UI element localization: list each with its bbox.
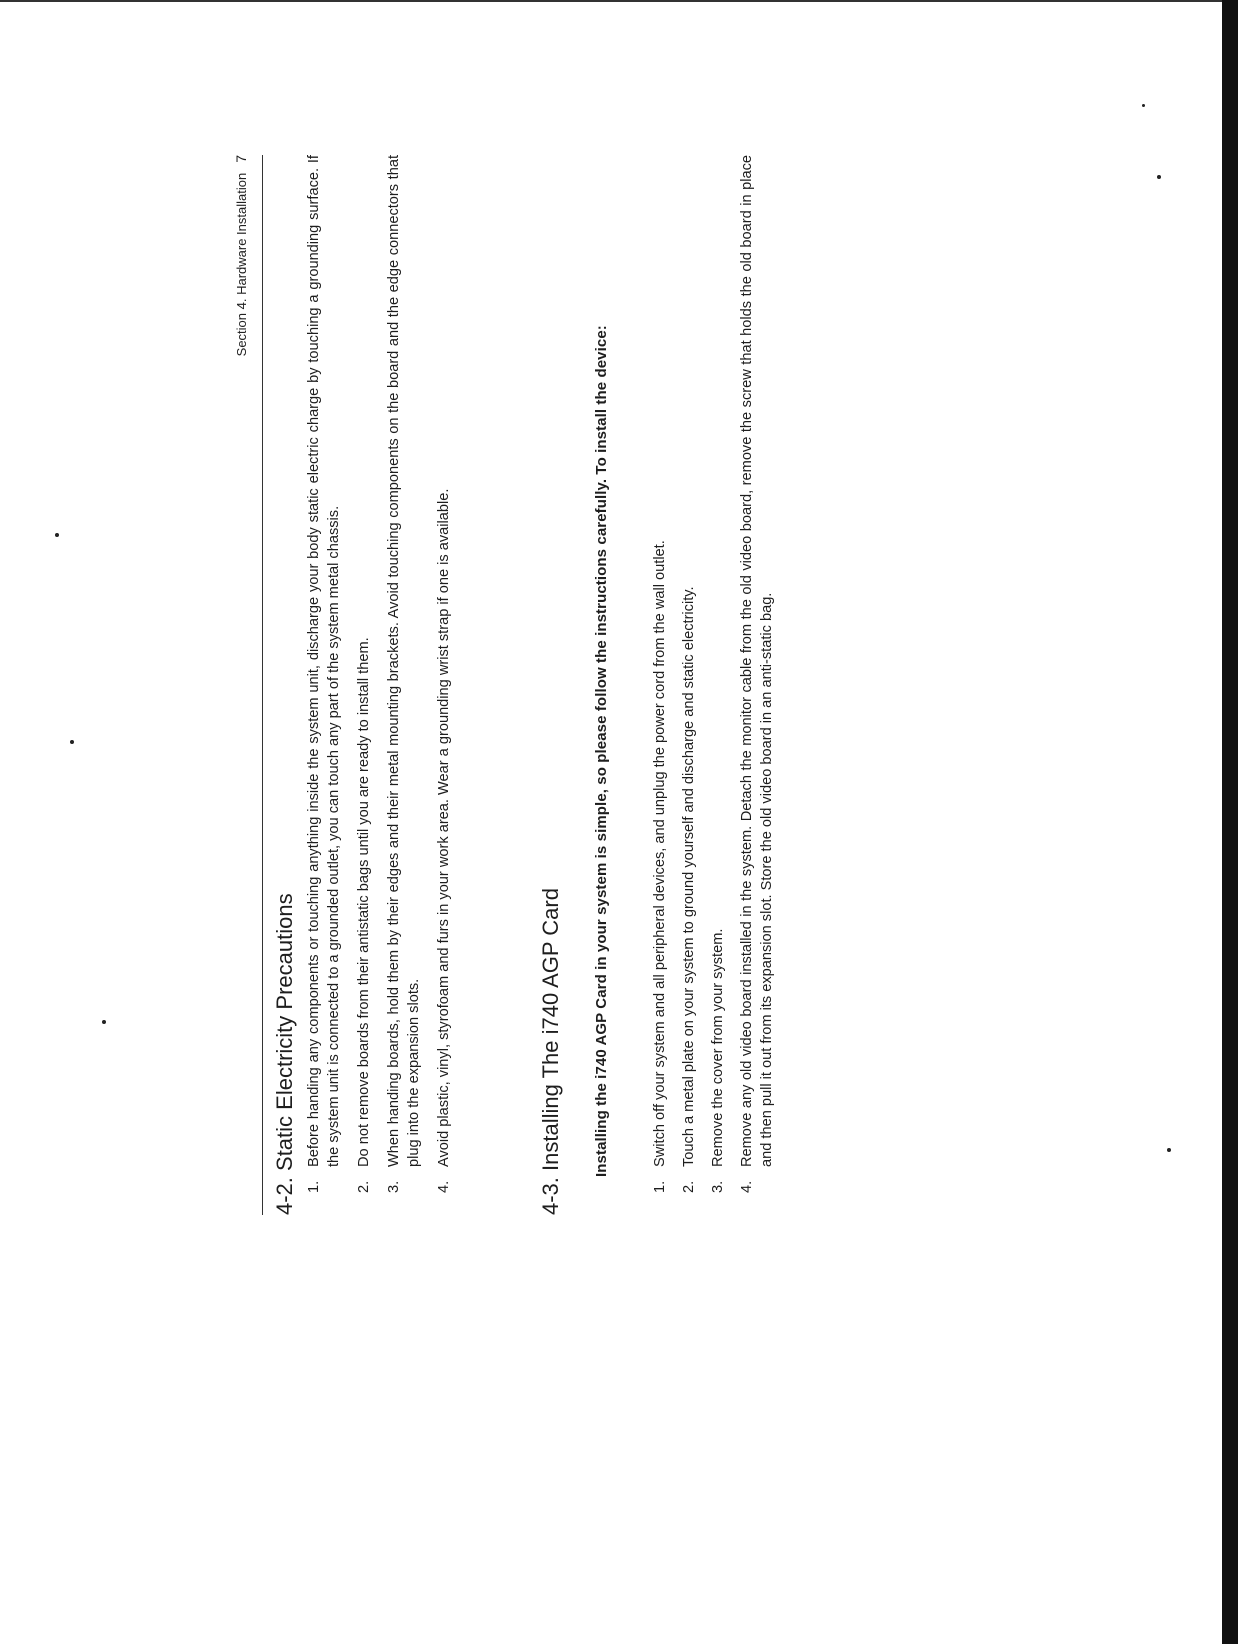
item-text: Avoid plastic, vinyl, styrofoam and furs in your work area. Wear a grounding wrist strap if one is available. <box>436 488 452 1167</box>
scan-speck <box>70 740 74 744</box>
header-section-title: Section 4. Hardware Installation <box>234 172 249 357</box>
install-steps-list <box>650 155 777 1215</box>
item-text: Remove any old video board installed in the system. Detach the monitor cable from the old video board, remove the screw that holds the old board in place and then pull it out from its expansion slot. Store the old video board in an anti-static bag. <box>739 155 775 1167</box>
item-text: When handing boards, hold them by their edges and their metal mounting brackets. Avoid touching components on the board and the edge connectors that plug into the expansion slots. <box>386 155 422 1167</box>
scan-speck <box>1157 175 1161 179</box>
item-number: 2. <box>356 1180 372 1193</box>
scan-speck <box>102 1020 106 1024</box>
list-item <box>737 155 777 1215</box>
rotated-page <box>230 155 870 1215</box>
item-text: Before handing any components or touching anything inside the system unit, discharge your body static electric charge by touching a grounding surface. If the system unit is connected to a grounded outlet, you can touch any part of the system metal chassis. <box>306 155 342 1167</box>
list-item <box>384 155 424 1215</box>
scan-speck <box>55 533 59 537</box>
scan-top-edge <box>0 0 1238 2</box>
static-electricity-section <box>270 155 464 1215</box>
list-item <box>304 155 344 1215</box>
item-number: 2. <box>681 1180 697 1193</box>
item-text: Do not remove boards from their antistatic bags until you are ready to install them. <box>356 637 372 1167</box>
item-text: Touch a metal plate on your system to ground yourself and discharge and static electricity. <box>681 586 697 1167</box>
item-number: 4. <box>436 1180 452 1193</box>
item-number: 1. <box>652 1180 668 1193</box>
scan-speck <box>1167 1148 1171 1152</box>
item-number: 3. <box>710 1180 726 1193</box>
scan-speck <box>1142 104 1145 107</box>
installing-heading: 4-3. Installing The i740 AGP Card <box>538 888 563 1215</box>
page-number: 7 <box>233 155 249 163</box>
item-text: Switch off your system and all peripheral devices, and unplug the power cord from the wall outlet. <box>652 540 668 1167</box>
scan-right-edge <box>1222 0 1238 1644</box>
installing-intro: Installing the i740 AGP Card in your system is simple, so please follow the instructions carefully. To install the device: <box>593 325 610 1177</box>
item-text: Remove the cover from your system. <box>710 928 726 1167</box>
installing-section <box>536 155 786 1215</box>
static-electricity-heading: 4-2. Static Electricity Precautions <box>272 893 297 1215</box>
list-item <box>434 155 454 1215</box>
item-number: 1. <box>306 1180 322 1193</box>
page-header <box>230 155 263 1215</box>
item-number: 4. <box>739 1180 755 1193</box>
list-item <box>650 155 670 1215</box>
list-item <box>679 155 699 1215</box>
list-item <box>708 155 728 1215</box>
item-number: 3. <box>386 1180 402 1193</box>
precautions-list <box>304 155 454 1215</box>
list-item <box>354 155 374 1215</box>
